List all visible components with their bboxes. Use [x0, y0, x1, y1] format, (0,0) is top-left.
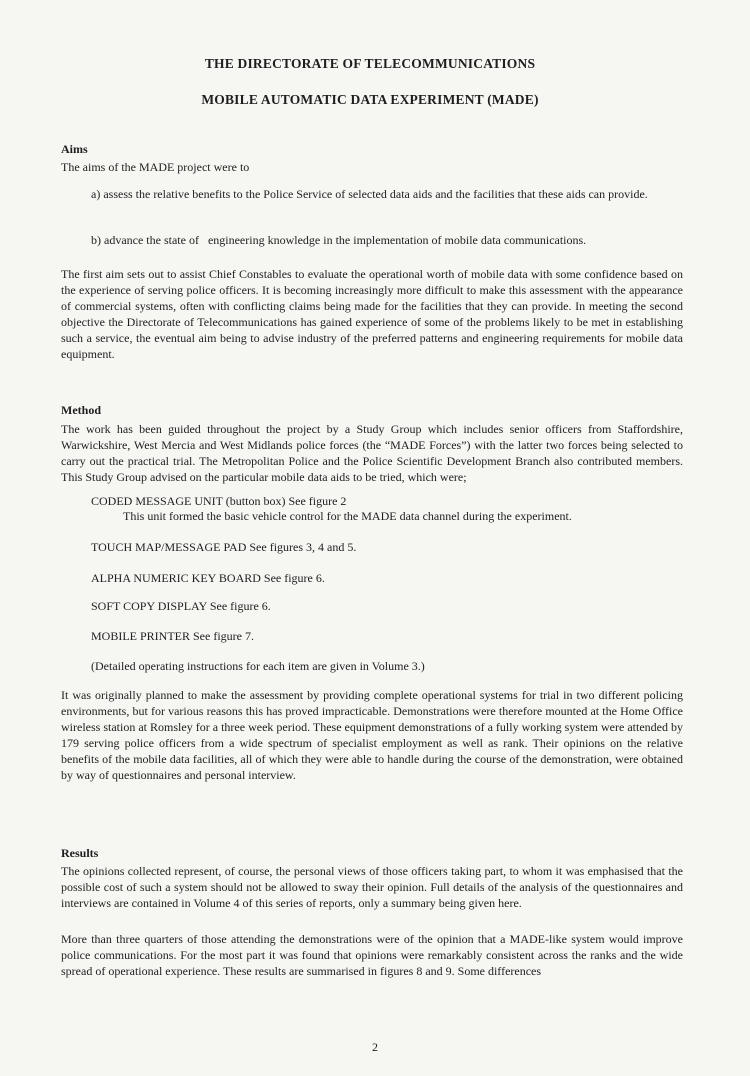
document-title: THE DIRECTORATE OF TELECOMMUNICATIONS: [204, 56, 536, 71]
aid-mobile-printer: MOBILE PRINTER See figure 7.: [91, 629, 254, 643]
method-paragraph-2: It was originally planned to make the assessment by providing complete operational systems for trial in two different policing environments, but for various reasons this has proved impracticable. Demonstrations were therefore mounted at the Home Office wireless station at Romsley for a three week period. These equipment demonstrations of a fully working system were attended by 179 serving police officers from a wide spectrum of specialist employment as well as rank. Their opinions on the relative benefits of the mobile data facilities, all of which they were able to handle during the course of the demonstration, were obtained by way of questionnaires and personal interview.: [61, 688, 683, 783]
results-heading: Results: [61, 846, 99, 860]
method-paragraph: The work has been guided throughout the project by a Study Group which includes senior officers from Staffordshire, Warwickshire, West Mercia and West Midlands police forces (the “MADE Forces”) with the latter two forces being selected to carry out the practical trial. The Metropolitan Police and the Police Scientific Development Branch also contributed members. This Study Group advised on the particular mobile data aids to be tried, which were;: [61, 422, 683, 485]
aid-touch-map: TOUCH MAP/MESSAGE PAD See figures 3, 4 and 5.: [91, 540, 357, 554]
results-paragraph-2: More than three quarters of those attending the demonstrations were of the opinion that a MADE-like system would improve police communications. For the most part it was found that opinions were remarkably consistent across the ranks and the wide spread of operational experience. These results are summarised in figures 8 and 9. Some differences: [61, 932, 683, 979]
aid-coded-message-unit: CODED MESSAGE UNIT (button box) See figure 2: [91, 494, 347, 508]
document-subtitle: MOBILE AUTOMATIC DATA EXPERIMENT (MADE): [201, 92, 539, 107]
aids-volume-note: (Detailed operating instructions for each item are given in Volume 3.): [91, 659, 425, 673]
aid-soft-copy-display: SOFT COPY DISPLAY See figure 6.: [91, 599, 271, 613]
aims-item-a: a) assess the relative benefits to the Police Service of selected data aids and the facilities that these aids can provide.: [91, 187, 648, 201]
aims-paragraph: The first aim sets out to assist Chief Constables to evaluate the operational worth of mobile data with some confidence based on the experience of serving police officers. It is becoming increasingly more difficult to make this assessment with the appearance of commercial systems, often with conflicting claims being made for the facilities that they can provide. In meeting the second objective the Directorate of Telecommunications has gained experience of some of the problems likely to be met in establishing such a service, the eventual aim being to advise industry of the preferred patterns and engineering requirements for mobile data equipment.: [61, 267, 683, 362]
method-heading: Method: [61, 403, 101, 417]
aims-item-b: b) advance the state of engineering knowledge in the implementation of mobile data communications.: [91, 233, 587, 247]
aims-intro: The aims of the MADE project were to: [61, 160, 250, 174]
aims-heading: Aims: [61, 142, 88, 156]
results-paragraph-1: The opinions collected represent, of course, the personal views of those officers taking part, to whom it was emphasised that the possible cost of such a system should not be allowed to sway their opinion. Full details of the analysis of the questionnaires and interviews are contained in Volume 4 of this series of reports, only a summary being given here.: [61, 864, 683, 911]
aid-alpha-numeric-keyboard: ALPHA NUMERIC KEY BOARD See figure 6.: [91, 571, 325, 585]
aid-coded-message-unit-note: This unit formed the basic vehicle control for the MADE data channel during the experiment.: [123, 509, 572, 523]
page-number: 2: [372, 1040, 378, 1054]
